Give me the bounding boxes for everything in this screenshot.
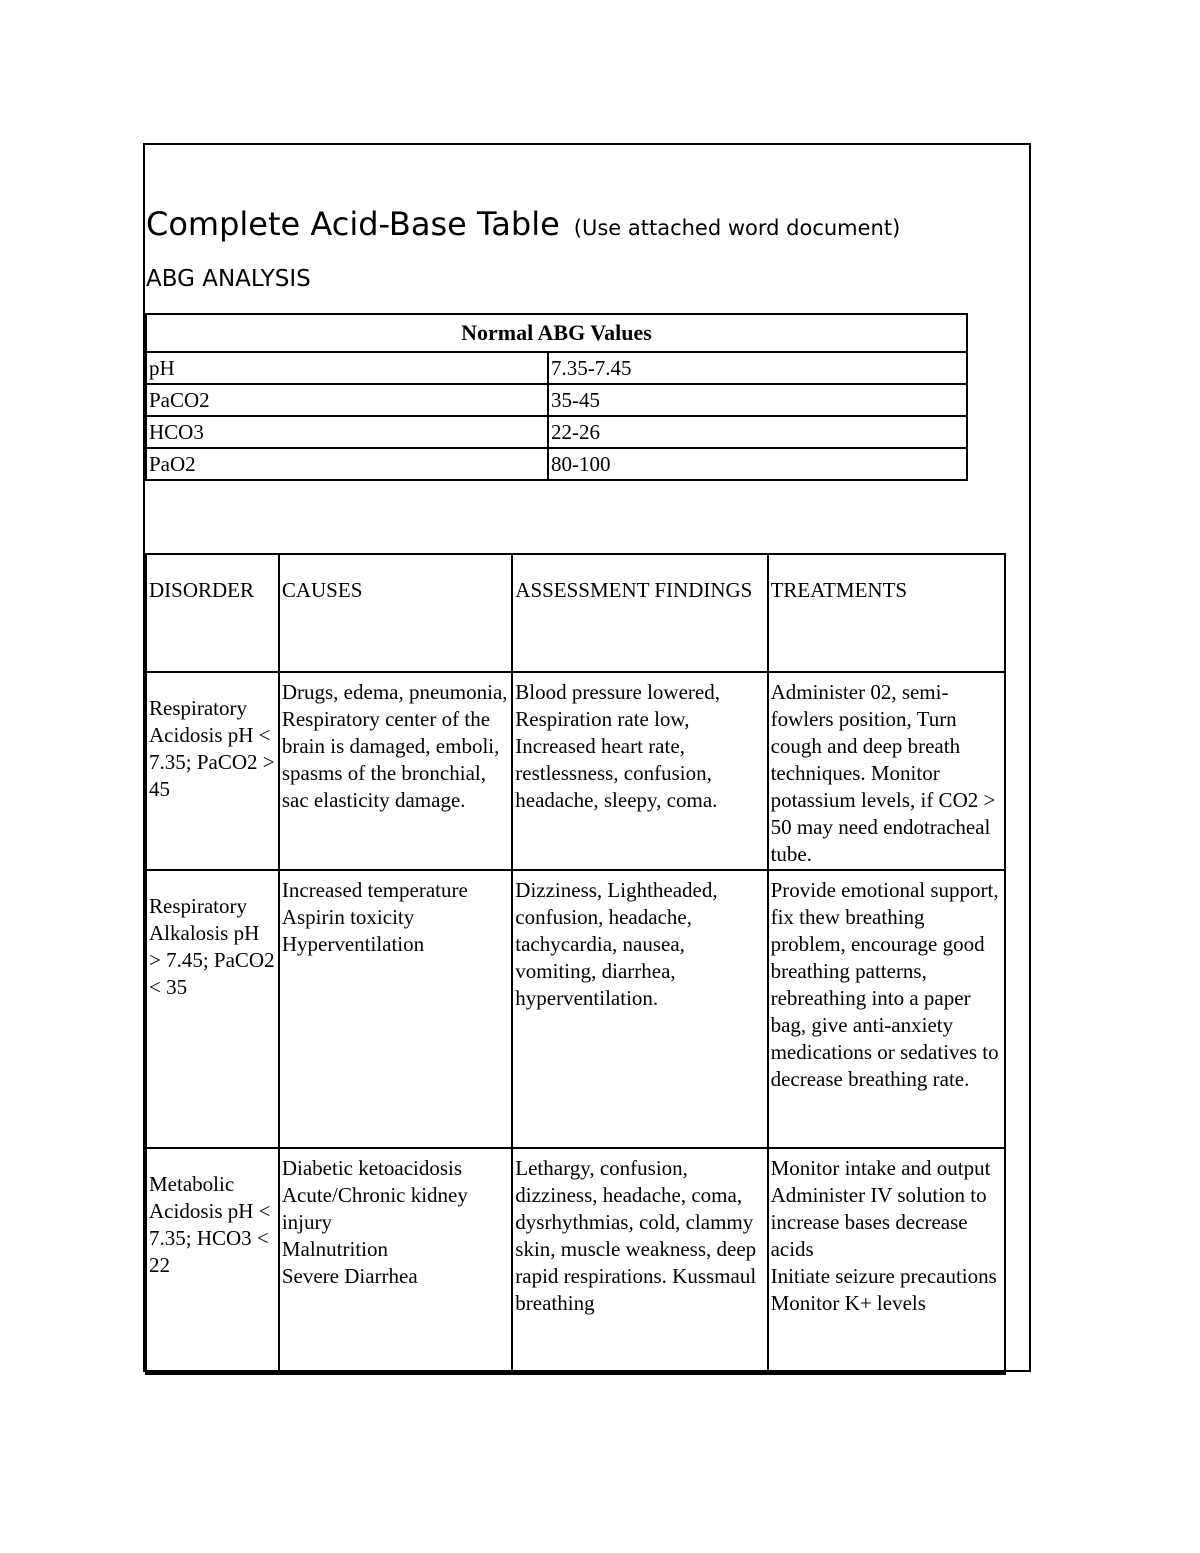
table-row [146, 352, 967, 384]
table-row [146, 384, 967, 416]
causes-cell: Diabetic ketoacidosis Acute/Chronic kidney injury Malnutrition Severe Diarrhea [279, 1148, 512, 1373]
findings-cell: Lethargy, confusion, dizziness, headache, coma, dysrhythmias, cold, clammy skin, muscle weakness, deep rapid respirations. Kussmaul breathing [512, 1148, 767, 1373]
disorder-cell: Respiratory Acidosis pH < 7.35; PaCO2 > 45 [146, 672, 279, 870]
disorder-cell: Respiratory Alkalosis pH > 7.45; PaCO2 < 35 [146, 870, 279, 1148]
param-cell: PaCO2 [146, 384, 548, 416]
table-row [146, 416, 967, 448]
header-assessment-findings: ASSESSMENT FINDINGS [512, 554, 767, 672]
param-cell: PaO2 [146, 448, 548, 480]
treatments-cell: Administer 02, semi-fowlers position, Turn cough and deep breath techniques. Monitor potassium levels, if CO2 > 50 may need endotracheal tube. [768, 672, 1005, 870]
table-row [146, 448, 967, 480]
findings-cell: Blood pressure lowered, Respiration rate low, Increased heart rate, restlessness, confusion, headache, sleepy, coma. [512, 672, 767, 870]
disorder-header-row [146, 554, 1005, 672]
findings-cell: Dizziness, Lightheaded, confusion, headache, tachycardia, nausea, vomiting, diarrhea, hyperventilation. [512, 870, 767, 1148]
value-cell: 35-45 [548, 384, 967, 416]
param-cell: pH [146, 352, 548, 384]
value-cell: 80-100 [548, 448, 967, 480]
value-cell: 22-26 [548, 416, 967, 448]
table-row [146, 672, 1005, 870]
header-causes: CAUSES [279, 554, 512, 672]
table-row [146, 1148, 1005, 1373]
treatments-cell: Monitor intake and output Administer IV solution to increase bases decrease acids Initiate seizure precautions Monitor K+ levels [768, 1148, 1005, 1373]
causes-cell: Increased temperature Aspirin toxicity Hyperventilation [279, 870, 512, 1148]
causes-cell: Drugs, edema, pneumonia, Respiratory center of the brain is damaged, emboli, spasms of the bronchial, sac elasticity damage. [279, 672, 512, 870]
header-disorder: DISORDER [146, 554, 279, 672]
title-note: (Use attached word document) [573, 216, 901, 240]
treatments-cell: Provide emotional support, fix thew breathing problem, encourage good breathing patterns, rebreathing into a paper bag, give anti-anxiety medications or sedatives to decrease breathing rate. [768, 870, 1005, 1148]
header-treatments: TREATMENTS [768, 554, 1005, 672]
disorder-cell: Metabolic Acidosis pH < 7.35; HCO3 < 22 [146, 1148, 279, 1373]
title-text: Complete Acid-Base Table [146, 205, 560, 243]
acid-base-disorder-table [145, 553, 1006, 1375]
table-row [146, 870, 1005, 1148]
document-title [146, 204, 900, 248]
section-heading: ABG ANALYSIS [146, 266, 311, 292]
normal-abg-header-row [146, 314, 967, 352]
normal-abg-table [145, 313, 968, 481]
param-cell: HCO3 [146, 416, 548, 448]
normal-abg-heading: Normal ABG Values [146, 314, 967, 352]
value-cell: 7.35-7.45 [548, 352, 967, 384]
